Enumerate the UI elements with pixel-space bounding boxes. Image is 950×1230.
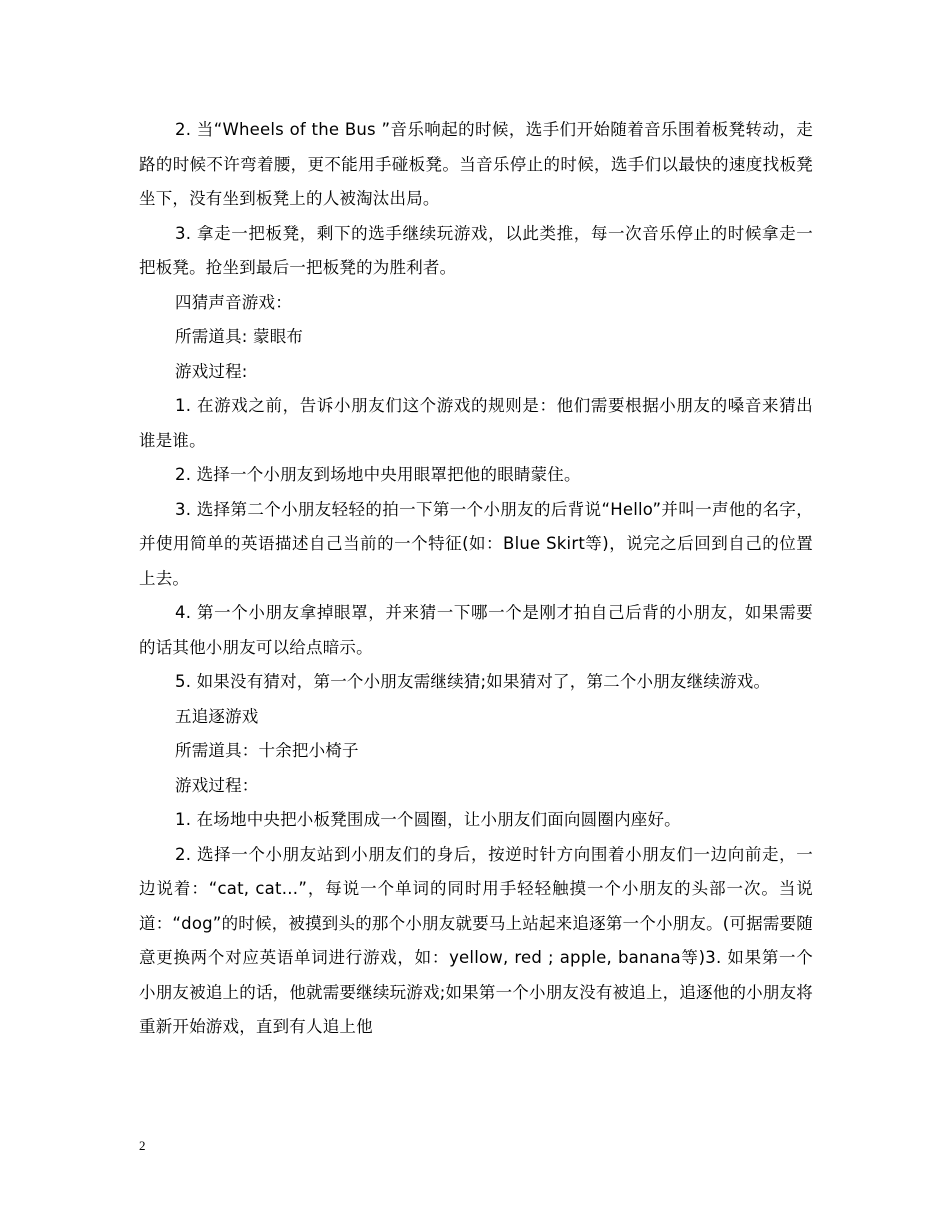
section-heading: 五追逐游戏	[175, 706, 259, 726]
paragraph: 1. 在游戏之前，告诉小朋友们这个游戏的规则是：他们需要根据小朋友的嗓音来猜出谁是谁。	[139, 396, 813, 450]
page-number: 2	[139, 1138, 146, 1153]
paragraph: 游戏过程:	[175, 361, 248, 381]
paragraph: 1. 在场地中央把小板凳围成一个圆圈，让小朋友们面向圆圈内座好。	[175, 810, 681, 829]
paragraph: 游戏过程：	[175, 775, 259, 795]
paragraph: 2. 当“Wheels of the Bus ”音乐响起的时候，选手们开始随着音乐围着板凳转动，走路的时候不许弯着腰，更不能用手碰板凳。当音乐停止的时候，选手们以最快的速度找板凳坐下，没有坐到板凳上的人被淘汰出局。	[139, 120, 813, 208]
paragraph: 所需道具: 蒙眼布	[175, 327, 304, 346]
paragraph: 3. 选择第二个小朋友轻轻的拍一下第一个小朋友的后背说“Hello”并叫一声他的名字，并使用简单的英语描述自己当前的一个特征(如：Blue Skirt等)，说完之后回到自己的位置上去。	[139, 499, 813, 588]
paragraph: 3. 拿走一把板凳，剩下的选手继续玩游戏，以此类推，每一次音乐停止的时候拿走一把板凳。抢坐到最后一把板凳的为胜利者。	[139, 223, 813, 277]
section-heading: 四猜声音游戏：	[175, 292, 292, 312]
paragraph: 5. 如果没有猜对，第一个小朋友需继续猜;如果猜对了，第二个小朋友继续游戏。	[175, 672, 771, 691]
paragraph: 4. 第一个小朋友拿掉眼罩，并来猜一下哪一个是刚才拍自己后背的小朋友，如果需要的话其他小朋友可以给点暗示。	[139, 603, 813, 657]
document-body	[139, 113, 813, 1045]
paragraph: 2. 选择一个小朋友到场地中央用眼罩把他的眼睛蒙住。	[175, 465, 581, 484]
paragraph: 2. 选择一个小朋友站到小朋友们的身后，按逆时针方向围着小朋友们一边向前走，一边说着：“cat, cat…”，每说一个单词的同时用手轻轻触摸一个小朋友的头部一次。当说道：“dog”的时候，被摸到头的那个小朋友就要马上站起来追逐第一个小朋友。(可据需要随意更换两个对应英语单词进行游戏，如：yellow, red ; apple, banana等)3. 如果第一个小朋友被追上的话，他就需要继续玩游戏;如果第一个小朋友没有被追上，追逐他的小朋友将重新开始游戏，直到有人追上他	[139, 844, 813, 1036]
paragraph: 所需道具：十余把小椅子	[175, 741, 359, 760]
